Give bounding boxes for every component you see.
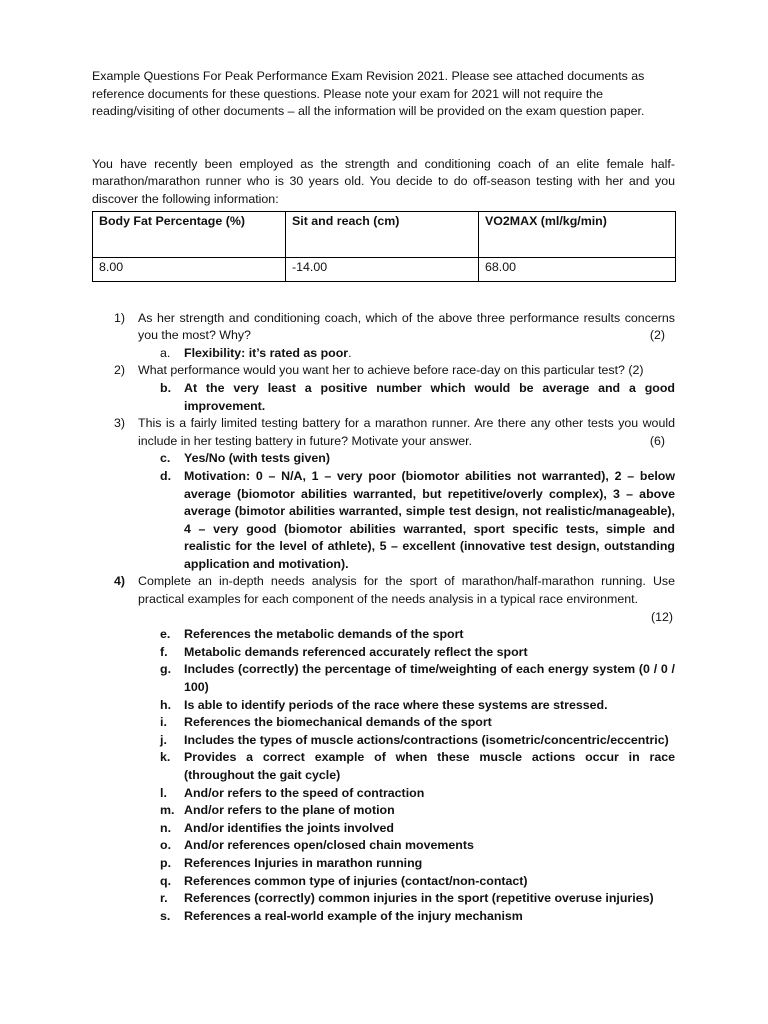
answer-text: Yes/No (with tests given) [184, 451, 330, 466]
answer-item [160, 873, 675, 891]
question-marks: (2) [649, 328, 665, 343]
answer-item [160, 732, 675, 750]
question-text: This is a fairly limited testing battery for a marathon runner. Are there any other tests you would include in her testing battery in future? Motivate your answer. [138, 416, 675, 448]
answer-item [160, 749, 675, 784]
answer-text: And/or identifies the joints involved [184, 820, 394, 835]
answer-text: References Injuries in marathon running [184, 855, 423, 870]
table-cell: 8.00 [93, 257, 286, 281]
table-header-cell: Body Fat Percentage (%) [93, 211, 286, 257]
answer-item [160, 820, 675, 838]
intro-paragraph: Example Questions For Peak Performance Exam Revision 2021. Please see attached documents as reference documents for these questions. Please note your exam for 2021 will not require the reading/visiting of other documents – all the information will be provided on the exam question paper. [92, 69, 645, 119]
answer-letter: o. [160, 838, 172, 853]
answer-text: Flexibility: it’s rated as poor [184, 345, 349, 360]
question-2 [114, 362, 675, 380]
question-text: As her strength and conditioning coach, which of the above three performance results concerns you the most? Why? [138, 310, 675, 343]
table-cell: 68.00 [479, 257, 676, 281]
answer-item [160, 802, 675, 820]
question-number: 1) [114, 310, 126, 325]
table-row [93, 257, 676, 281]
answer-letter: s. [160, 908, 171, 923]
document-page [92, 68, 675, 925]
answer-text: Metabolic demands referenced accurately reflect the sport [184, 644, 528, 659]
scenario-paragraph: You have recently been employed as the strength and conditioning coach of an elite female half-marathon/marathon runner who is 30 years old. You decide to do off-season testing with her and you discover the following information: [92, 156, 675, 206]
answer-letter: q. [160, 873, 172, 888]
question-number: 3) [114, 416, 126, 431]
question-text: Complete an in-depth needs analysis for the sport of marathon/half-marathon running. Use practical examples for each component of the needs analysis in a typical race environment. [138, 574, 675, 607]
answer-item [160, 855, 675, 873]
answer-item [160, 908, 675, 926]
answer-text: References the metabolic demands of the sport [184, 627, 464, 642]
answer-text: References the biomechanical demands of the sport [184, 715, 492, 730]
answer-text: And/or refers to the plane of motion [184, 803, 395, 818]
answer-text: References (correctly) common injuries in the sport (repetitive overuse injuries) [184, 891, 654, 906]
question-text: What performance would you want her to achieve before race-day on this particular test? [138, 363, 625, 378]
table-cell: -14.00 [286, 257, 479, 281]
answer-letter: j. [160, 732, 167, 747]
answer-letter: c. [160, 451, 171, 466]
question-1 [114, 310, 675, 345]
answer-text: Provides a correct example of when these muscle actions occur in race (throughout the gait cycle) [184, 750, 675, 782]
answer-item [160, 714, 675, 732]
answer-letter: d. [160, 468, 172, 483]
answer-text: At the very least a positive number which would be average and a good improvement. [184, 380, 675, 413]
question-marks: (6) [649, 433, 665, 448]
answer-suffix: . [348, 345, 352, 360]
question-4 [114, 573, 675, 608]
answer-letter: b. [160, 380, 172, 395]
answer-item [160, 380, 675, 415]
answer-text: And/or refers to the speed of contraction [184, 785, 425, 800]
question-marks: (12) [650, 609, 673, 624]
answer-item [160, 345, 675, 363]
table-header-row [93, 211, 676, 257]
answer-text: And/or references open/closed chain movements [184, 838, 474, 853]
answer-letter: k. [160, 750, 171, 765]
answer-text: Motivation: 0 – N/A, 1 – very poor (biomotor abilities not warranted), 2 – below average (biomotor abilities warranted, but repetitive/overly complex), 3 – above average (bimotor abilities warranted, simple test design, not realistic/manageable), 4 – very good (biomotor abilities warranted, sport specific tests, simple and realistic for the level of athlete), 5 – excellent (innovative test design, outstanding application and motivation). [184, 468, 675, 571]
test-results-table [92, 211, 676, 282]
answer-text: References a real-world example of the injury mechanism [184, 908, 523, 923]
question-marks: (2) [628, 363, 644, 378]
answer-letter: p. [160, 855, 172, 870]
answer-letter: n. [160, 820, 172, 835]
answer-text: Is able to identify periods of the race where these systems are stressed. [184, 697, 608, 712]
answer-letter: r. [160, 891, 168, 906]
question-3 [114, 415, 675, 450]
answer-item [160, 785, 675, 803]
answer-letter: i. [160, 715, 167, 730]
answer-item [160, 626, 675, 644]
answer-letter: e. [160, 627, 171, 642]
table-header-cell: VO2MAX (ml/kg/min) [479, 211, 676, 257]
answer-text: References common type of injuries (contact/non-contact) [184, 873, 528, 888]
question-number: 4) [114, 574, 126, 589]
answer-item [160, 697, 675, 715]
answer-item [160, 450, 675, 468]
answer-item [160, 468, 675, 574]
answer-letter: m. [160, 803, 175, 818]
answer-text: Includes the types of muscle actions/contractions (isometric/concentric/eccentric) [184, 732, 669, 747]
question-list [92, 310, 675, 926]
answer-letter: g. [160, 662, 172, 677]
table-header-cell: Sit and reach (cm) [286, 211, 479, 257]
answer-item [160, 837, 675, 855]
answer-letter: a. [160, 345, 171, 360]
answer-letter: h. [160, 697, 172, 712]
answer-item [160, 890, 675, 908]
question-number: 2) [114, 363, 126, 378]
answer-letter: l. [160, 785, 167, 800]
answer-text: Includes (correctly) the percentage of time/weighting of each energy system (0 / 0 / 100) [184, 662, 675, 695]
answer-letter: f. [160, 644, 168, 659]
answer-item [160, 661, 675, 696]
answer-item [160, 644, 675, 662]
